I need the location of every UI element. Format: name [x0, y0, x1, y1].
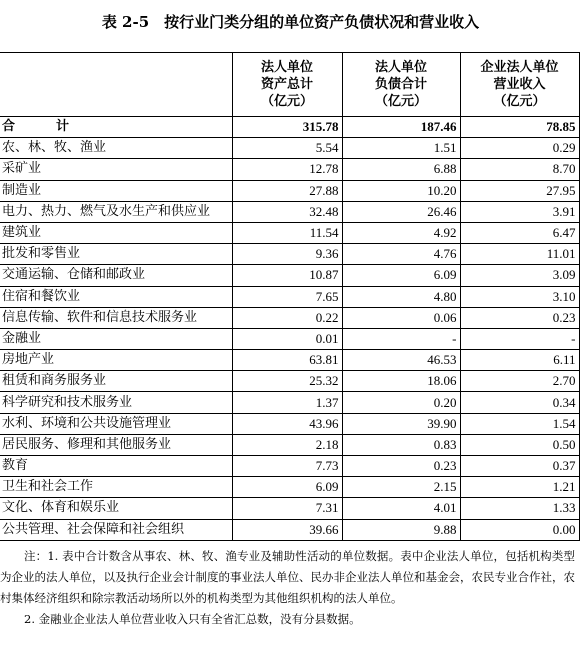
assets-cell: 7.73: [232, 456, 342, 477]
revenue-cell: 0.23: [460, 307, 579, 328]
assets-cell: 0.22: [232, 307, 342, 328]
note-1: 注：1. 表中合计数含从事农、林、牧、渔专业及辅助性活动的单位数据。表中企业法人单位，包括机构类型为企业的法人单位，以及执行企业会计制度的事业法人单位、民办非企业法人单位和基金会，农民专业合作社，农村集体经济组织和除宗教活动场所以外的机构类型为其他组织机构的法人单位。: [0, 549, 575, 605]
assets-cell: 9.36: [232, 244, 342, 265]
industry-name-cell: 金融业: [0, 328, 232, 349]
table-body: [0, 117, 579, 541]
liabilities-cell: 26.46: [342, 201, 460, 222]
table-row: [0, 180, 579, 201]
header-industry: [0, 53, 232, 117]
table-row: [0, 392, 579, 413]
industry-name-cell: 住宿和餐饮业: [0, 286, 232, 307]
assets-cell: 32.48: [232, 201, 342, 222]
revenue-cell: 0.50: [460, 434, 579, 455]
table-row: [0, 307, 579, 328]
table-row: [0, 498, 579, 519]
table-title: 表 2-5 按行业门类分组的单位资产负债状况和营业收入: [101, 13, 480, 31]
table-row: [0, 350, 579, 371]
liabilities-cell: 187.46: [342, 117, 460, 138]
assets-cell: 7.31: [232, 498, 342, 519]
revenue-cell: 1.54: [460, 413, 579, 434]
table-row: [0, 328, 579, 349]
industry-name-cell: 卫生和社会工作: [0, 477, 232, 498]
assets-cell: 25.32: [232, 371, 342, 392]
table-row: [0, 244, 579, 265]
header-line: 营业收入: [493, 77, 546, 92]
revenue-cell: 27.95: [460, 180, 579, 201]
revenue-cell: -: [460, 328, 579, 349]
industry-name-cell: 租赁和商务服务业: [0, 371, 232, 392]
header-line: 企业法人单位: [480, 60, 559, 75]
assets-cell: 12.78: [232, 159, 342, 180]
header-total-liabilities: [342, 53, 460, 117]
assets-cell: 315.78: [232, 117, 342, 138]
assets-cell: 43.96: [232, 413, 342, 434]
industry-name-cell: 交通运输、仓储和邮政业: [0, 265, 232, 286]
table-header: [0, 53, 579, 117]
industry-name-cell: 教育: [0, 456, 232, 477]
table-row: [0, 477, 579, 498]
table-row: [0, 286, 579, 307]
revenue-cell: 1.21: [460, 477, 579, 498]
assets-cell: 0.01: [232, 328, 342, 349]
assets-cell: 1.37: [232, 392, 342, 413]
data-table: [0, 52, 580, 541]
industry-name-cell: 制造业: [0, 180, 232, 201]
table-row: [0, 138, 579, 159]
revenue-cell: 6.11: [460, 350, 579, 371]
revenue-cell: 0.37: [460, 456, 579, 477]
table-row: [0, 434, 579, 455]
liabilities-cell: 6.88: [342, 159, 460, 180]
assets-cell: 27.88: [232, 180, 342, 201]
industry-name-cell: 文化、体育和娱乐业: [0, 498, 232, 519]
revenue-cell: 11.01: [460, 244, 579, 265]
liabilities-cell: 1.51: [342, 138, 460, 159]
revenue-cell: 3.91: [460, 201, 579, 222]
industry-name-cell: 合 计: [0, 117, 232, 138]
industry-name-cell: 房地产业: [0, 350, 232, 371]
assets-cell: 10.87: [232, 265, 342, 286]
industry-name-cell: 水利、环境和公共设施管理业: [0, 413, 232, 434]
liabilities-cell: -: [342, 328, 460, 349]
revenue-cell: 2.70: [460, 371, 579, 392]
header-line: 负债合计: [374, 77, 427, 92]
liabilities-cell: 0.06: [342, 307, 460, 328]
industry-name-cell: 信息传输、软件和信息技术服务业: [0, 307, 232, 328]
table-row: [0, 201, 579, 222]
revenue-cell: 1.33: [460, 498, 579, 519]
industry-name-cell: 建筑业: [0, 222, 232, 243]
table-row: [0, 265, 579, 286]
table-row: [0, 371, 579, 392]
liabilities-cell: 0.83: [342, 434, 460, 455]
table-row: [0, 456, 579, 477]
liabilities-cell: 4.92: [342, 222, 460, 243]
liabilities-cell: 6.09: [342, 265, 460, 286]
header-line: （亿元）: [493, 94, 546, 109]
industry-name-cell: 居民服务、修理和其他服务业: [0, 434, 232, 455]
liabilities-cell: 18.06: [342, 371, 460, 392]
liabilities-cell: 9.88: [342, 519, 460, 540]
assets-cell: 5.54: [232, 138, 342, 159]
revenue-cell: 78.85: [460, 117, 579, 138]
industry-name-cell: 公共管理、社会保障和社会组织: [0, 519, 232, 540]
revenue-cell: 0.34: [460, 392, 579, 413]
liabilities-cell: 2.15: [342, 477, 460, 498]
assets-cell: 11.54: [232, 222, 342, 243]
header-operating-revenue: [460, 53, 579, 117]
table-notes: [0, 546, 575, 630]
header-line: 法人单位: [374, 60, 427, 75]
industry-name-cell: 科学研究和技术服务业: [0, 392, 232, 413]
revenue-cell: 8.70: [460, 159, 579, 180]
industry-name-cell: 农、林、牧、渔业: [0, 138, 232, 159]
assets-cell: 63.81: [232, 350, 342, 371]
assets-cell: 7.65: [232, 286, 342, 307]
revenue-cell: 6.47: [460, 222, 579, 243]
liabilities-cell: 4.76: [342, 244, 460, 265]
liabilities-cell: 39.90: [342, 413, 460, 434]
liabilities-cell: 10.20: [342, 180, 460, 201]
table-row: [0, 159, 579, 180]
table-row: [0, 519, 579, 540]
assets-cell: 39.66: [232, 519, 342, 540]
assets-cell: 6.09: [232, 477, 342, 498]
header-line: 资产总计: [260, 77, 313, 92]
assets-cell: 2.18: [232, 434, 342, 455]
header-line: （亿元）: [260, 94, 313, 109]
revenue-cell: 3.09: [460, 265, 579, 286]
revenue-cell: 0.29: [460, 138, 579, 159]
liabilities-cell: 4.80: [342, 286, 460, 307]
total-row: [0, 117, 579, 138]
note-2: 2. 金融业企业法人单位营业收入只有全省汇总数，没有分县数据。: [24, 612, 361, 626]
liabilities-cell: 0.23: [342, 456, 460, 477]
industry-name-cell: 批发和零售业: [0, 244, 232, 265]
revenue-cell: 3.10: [460, 286, 579, 307]
revenue-cell: 0.00: [460, 519, 579, 540]
header-line: （亿元）: [374, 94, 427, 109]
header-total-assets: [232, 53, 342, 117]
liabilities-cell: 4.01: [342, 498, 460, 519]
table-row: [0, 413, 579, 434]
liabilities-cell: 46.53: [342, 350, 460, 371]
table-row: [0, 222, 579, 243]
industry-name-cell: 电力、热力、燃气及水生产和供应业: [0, 201, 232, 222]
industry-name-cell: 采矿业: [0, 159, 232, 180]
header-line: 法人单位: [260, 60, 313, 75]
liabilities-cell: 0.20: [342, 392, 460, 413]
